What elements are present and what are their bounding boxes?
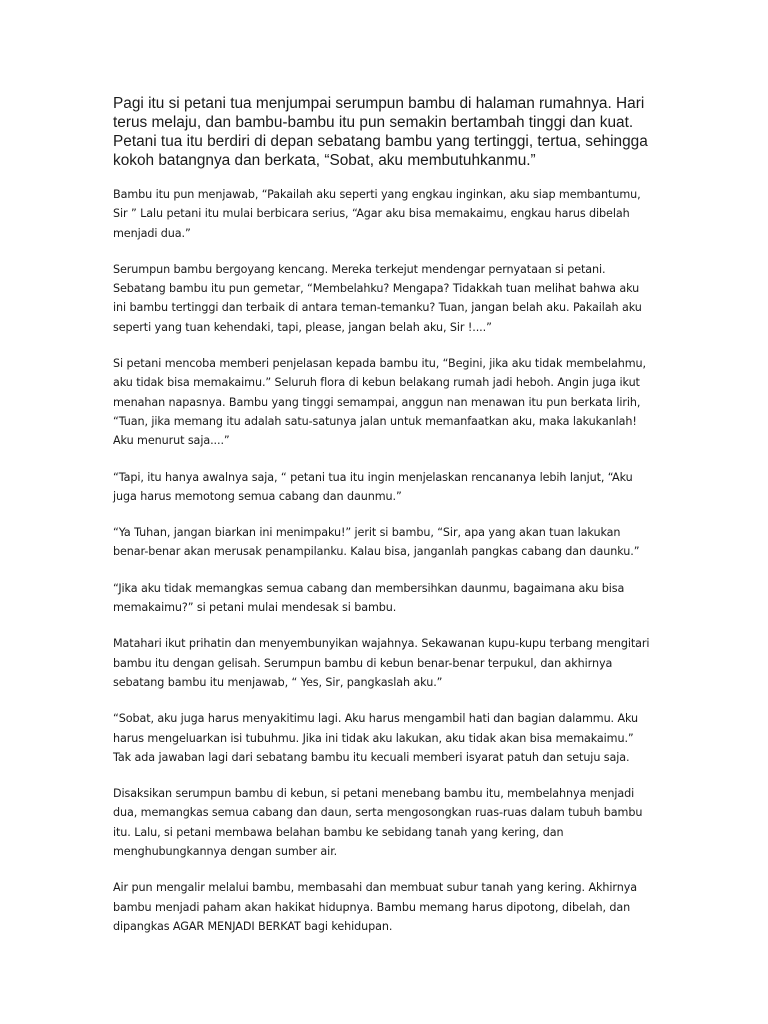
paragraph-8: “Sobat, aku juga harus menyakitimu lagi. Aku harus mengambil hati dan bagian dalammu. Aku harus mengeluarkan isi tubuhmu. Jika ini tidak aku lakukan, aku tidak akan bisa memakaimu.” Tak ada jawaban lagi dari sebatang bambu itu kecuali memberi isyarat patuh dan setuju saja. [113,712,639,764]
intro-paragraph: Pagi itu si petani tua menjumpai serumpun bambu di halaman rumahnya. Hari terus melaju, dan bambu-bambu itu pun semakin bertambah tinggi dan kuat. Petani tua itu berdiri di depan sebatang bambu yang tertinggi, tertua, sehingga kokoh batangnya dan berkata, “Sobat, aku membutuhkanmu.” [113,95,648,169]
document-page [113,94,658,953]
paragraph-6: “Jika aku tidak memangkas semua cabang dan membersihkan daunmu, bagaimana aku bisa memakaimu?” si petani mulai mendesak si bambu. [113,581,625,615]
paragraph-2: Serumpun bambu bergoyang kencang. Mereka terkejut mendengar pernyataan si petani. Sebatang bambu itu pun gemetar, “Membelahku? Mengapa? Tidakkah tuan melihat bahwa aku ini bambu tertinggi dan terbaik di antara teman-temanku? Tuan, jangan belah aku. Pakailah aku seperti yang tuan kehendaki, tapi, please, jangan belah aku, Sir !....” [113,262,642,334]
paragraph-7: Matahari ikut prihatin dan menyembunyikan wajahnya. Sekawanan kupu-kupu terbang mengitari bambu itu dengan gelisah. Serumpun bambu di kebun benar-benar terpukul, dan akhirnya sebatang bambu itu menjawab, “ Yes, Sir, pangkaslah aku.” [113,637,650,689]
paragraph-9: Disaksikan serumpun bambu di kebun, si petani menebang bambu itu, membelahnya menjadi dua, memangkas semua cabang dan daun, serta mengosongkan ruas-ruas dalam tubuh bambu itu. Lalu, si petani membawa belahan bambu ke sebidang tanah yang kering, dan menghubungkannya dengan sumber air. [113,787,643,859]
paragraph-5: “Ya Tuhan, jangan biarkan ini menimpaku!” jerit si bambu, “Sir, apa yang akan tuan lakukan benar-benar akan merusak penampilanku. Kalau bisa, janganlah pangkas cabang dan daunku.” [113,526,640,559]
paragraph-10: Air pun mengalir melalui bambu, membasahi dan membuat subur tanah yang kering. Akhirnya bambu menjadi paham akan hakikat hidupnya. Bambu memang harus dipotong, dibelah, dan dipangkas AGAR MENJADI BERKAT bagi kehidupan. [113,881,637,933]
paragraph-1: Bambu itu pun menjawab, “Pakailah aku seperti yang engkau inginkan, aku siap membantumu, Sir ” Lalu petani itu mulai berbicara serius, “Agar aku bisa memakaimu, engkau harus dibelah menjadi dua.” [113,188,641,240]
paragraph-3: Si petani mencoba memberi penjelasan kepada bambu itu, “Begini, jika aku tidak membelahmu, aku tidak bisa memakaimu.” Seluruh flora di kebun belakang rumah jadi heboh. Angin juga ikut menahan napasnya. Bambu yang tinggi semampai, anggun nan menawan itu pun berkata lirih, “Tuan, jika memang itu adalah satu-satunya jalan untuk memanfaatkan aku, maka lakukanlah! Aku menurut saja....” [113,357,646,448]
paragraph-4: “Tapi, itu hanya awalnya saja, “ petani tua itu ingin menjelaskan rencananya lebih lanjut, “Aku juga harus memotong semua cabang dan daunmu.” [113,470,633,503]
